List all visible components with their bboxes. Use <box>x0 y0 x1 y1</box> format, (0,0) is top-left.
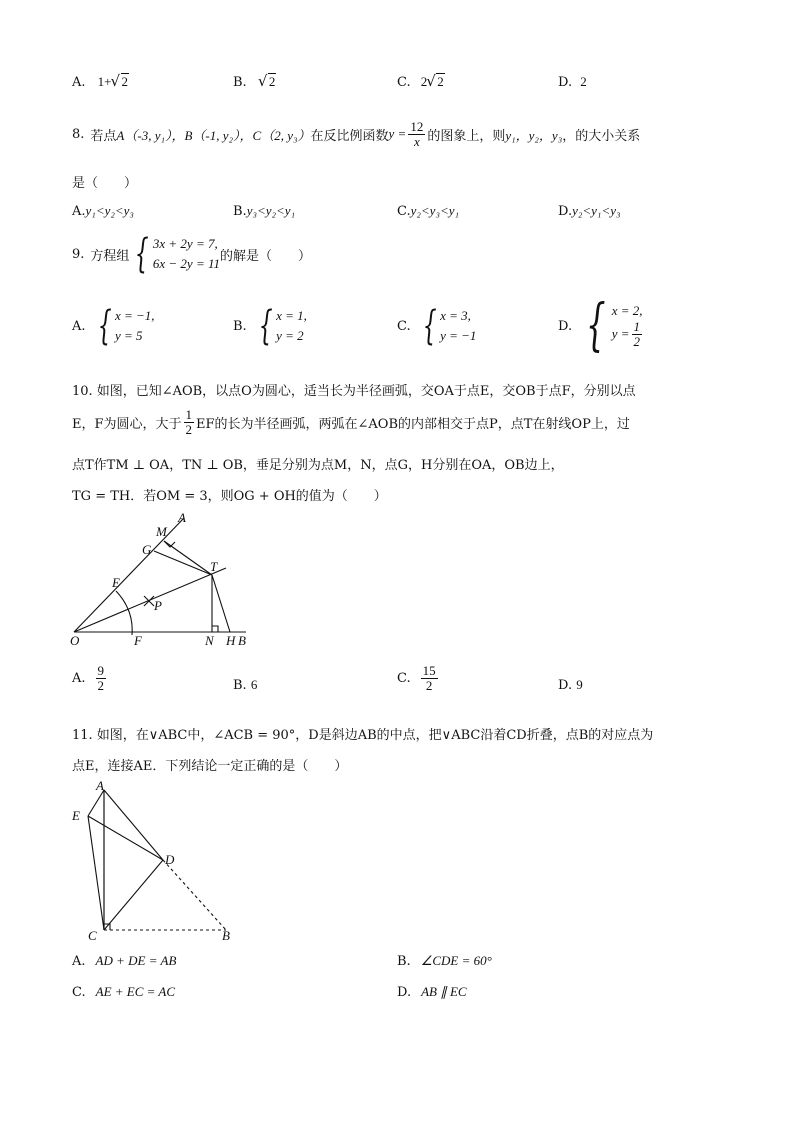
q8-fraction: $\frac{12}{x}$ <box>410 119 424 149</box>
right-angle-n <box>212 626 218 632</box>
label-d: D <box>165 852 175 867</box>
label-p: P <box>154 598 162 613</box>
q7-option-b-value: √ 2 <box>259 74 277 89</box>
right-angle-m <box>164 541 175 547</box>
q11-figure <box>68 778 244 946</box>
q10-option-b[interactable]: B. 6 <box>233 677 258 693</box>
segment-ad <box>104 790 163 860</box>
segment-ae <box>88 790 104 816</box>
q10-stem-line3: 点T作TM ⊥ OA，TN ⊥ OB，垂足分别为点M，N，点G，H分别在OA，OB边上， <box>72 458 564 473</box>
q11-option-a[interactable]: A. AD + DE = AB <box>72 953 177 969</box>
q8-option-b[interactable]: B.y₃<y₂<y₁ <box>233 203 296 219</box>
q11-stem-line1: 11. 如图，在∨ABC中，∠ACB = 90°，D是斜边AB的中点，把∨ABC沿着CD折叠，点B的对应点为 <box>72 728 654 743</box>
q7-option-d[interactable]: D. 2 <box>558 74 587 90</box>
segment-cd <box>104 860 163 930</box>
label-a: A <box>178 510 186 525</box>
label-f: F <box>134 633 142 648</box>
q7-option-c-value: 2√ 2 <box>421 74 445 89</box>
q9-stem: 9. 方程组 { 3x + 2y = 7, 6x − 2y = 11 的解是（ ） <box>72 231 312 278</box>
label-e: E <box>112 575 120 590</box>
q8-option-d[interactable]: D.y₂<y₁<y₃ <box>558 203 621 219</box>
q10-stem-line2: E，F为圆心，大于 $\frac{1}{2}$ EF的长为半径画弧，两弧在∠AOB的内部相交于点P，点T在射线OP上，过 <box>72 407 630 437</box>
q10-figure-labels <box>70 510 246 648</box>
q8-option-c[interactable]: C.y₂<y₃<y₁ <box>397 203 460 219</box>
label-g: G <box>142 542 152 557</box>
label-h: H <box>226 633 236 648</box>
segment-th <box>212 575 230 632</box>
q10-option-d[interactable]: D. 9 <box>558 677 583 693</box>
label-n: N <box>205 633 214 648</box>
label-b: B <box>222 928 230 943</box>
q8-stem-line2: 是（ ） <box>72 176 138 191</box>
q9-option-a[interactable]: A. { x = −1, y = 5 <box>72 303 155 350</box>
q9-option-b[interactable]: B. { x = 1, y = 2 <box>233 303 307 350</box>
q7-option-b[interactable]: B. √ 2 <box>233 74 276 90</box>
q11-option-c[interactable]: C. AE + EC = AC <box>72 984 176 1000</box>
segment-db-dashed <box>163 860 226 930</box>
q7-option-c[interactable]: C. 2√ 2 <box>397 74 445 90</box>
q9-equation-system: { 3x + 2y = 7, 6x − 2y = 11 <box>135 231 220 278</box>
q11-option-d[interactable]: D. AB ∥ EC <box>397 984 467 1000</box>
q10-option-c[interactable]: C. $\frac{15}{2}$ <box>397 663 436 693</box>
label-e: E <box>72 808 80 823</box>
label-c: C <box>88 928 97 943</box>
q11-option-b[interactable]: B. ∠CDE = 60° <box>397 953 492 969</box>
q7-option-a[interactable]: A. 1+√ 2 <box>72 74 129 90</box>
q10-stem-line1: 10. 如图，已知∠AOB，以点O为圆心，适当长为半径画弧，交OA于点E，交OB于点F，分别以点 <box>72 384 636 399</box>
q7-option-a-value: 1+√ 2 <box>98 74 129 89</box>
ray-oa <box>74 518 184 632</box>
label-a: A <box>96 778 104 793</box>
q9-option-c[interactable]: C. { x = 3, y = −1 <box>397 303 477 350</box>
label-t: T <box>210 559 218 574</box>
q10-figure <box>60 508 260 650</box>
segment-ec <box>88 816 104 930</box>
q11-stem-line2: 点E，连接AE．下列结论一定正确的是（ ） <box>72 759 348 774</box>
q8-stem-line1: 8. 若点 A（-3, y₁），B（-1, y₂），C（2, y₃） 在反比例函数 y = $\frac{12}{x}$ 的图象上，则 y₁，y₂，y₃ ，的大小关系 <box>72 119 641 149</box>
q8-option-a[interactable]: A.y₁<y₂<y₃ <box>72 203 134 219</box>
q10-stem-line4: TG = TH．若OM = 3，则OG + OH的值为（ ） <box>72 489 387 504</box>
label-b: B <box>238 633 246 648</box>
label-m: M <box>156 524 167 539</box>
q10-option-a[interactable]: A. $\frac{9}{2}$ <box>72 663 105 693</box>
segment-ed <box>88 816 163 860</box>
label-o: O <box>70 633 80 648</box>
q9-option-d[interactable]: D. { x = 2, y = $\frac{1}{2}$ <box>558 293 643 358</box>
